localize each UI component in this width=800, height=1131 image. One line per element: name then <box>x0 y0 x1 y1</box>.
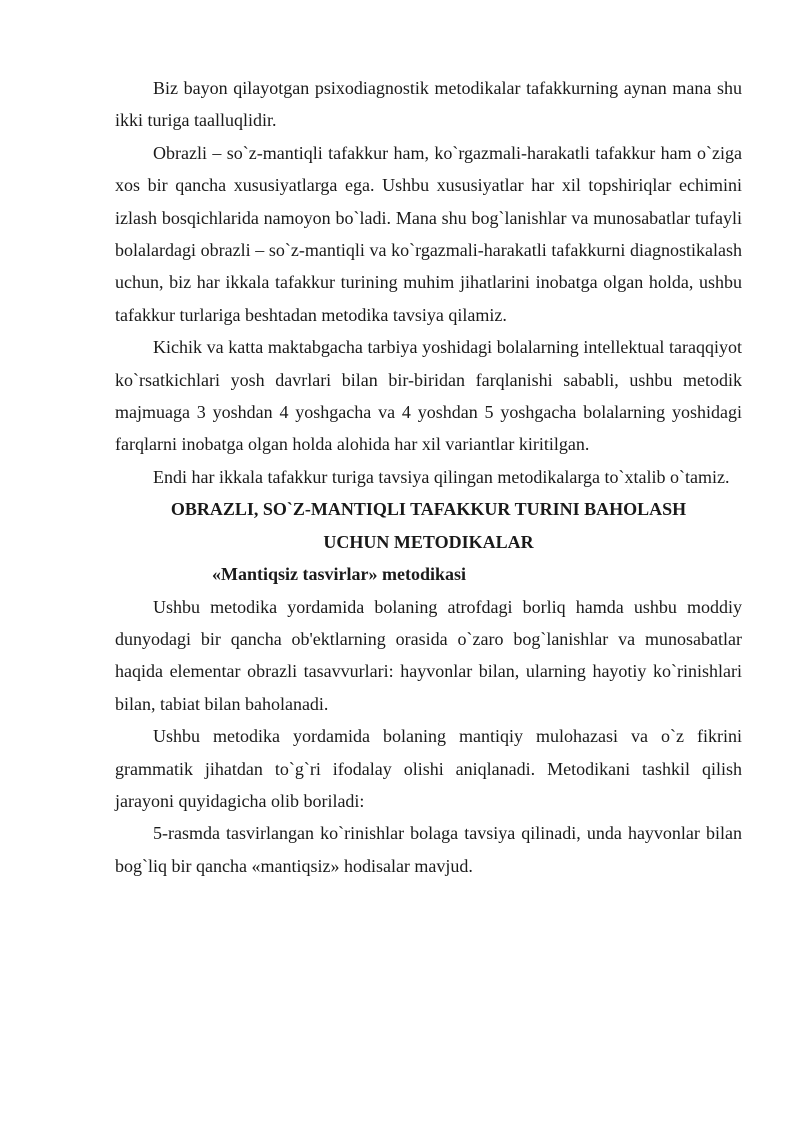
paragraph: Obrazli – so`z-mantiqli tafakkur ham, ko`rgazmali-harakatli tafakkur ham o`ziga xos bir qancha xususiyatlarga ega. Ushbu xususiyatlar har xil topshiriqlar echimini izlash bosqichlarida namoyon bo`ladi. Mana shu bog`lanishlar va munosabatlar tufayli bolalardagi obrazli – so`z-mantiqli va ko`rgazmali-harakatli tafakkurni diagnostikalash uchun, biz har ikkala tafakkur turining muhim jihatlarini inobatga olgan holda, ushbu tafakkur turlariga beshtadan metodika tavsiya qilamiz. <box>115 142 742 325</box>
paragraph: Endi har ikkala tafakkur turiga tavsiya qilingan metodikalarga to`xtalib o`tamiz. <box>153 466 730 487</box>
section-heading-line: OBRAZLI, SO`Z-MANTIQLI TAFAKKUR TURINI BAHOLASH <box>170 499 687 520</box>
paragraph: Ushbu metodika yordamida bolaning atrofdagi borliq hamda ushbu moddiy dunyodagi bir qancha ob'ektlarning orasida o`zaro bog`lanishlar va munosabatlar haqida elementar obrazli tasavvurlari: hayvonlar bilan, ularning hayotiy ko`rinishlari bilan, tabiat bilan baholanadi. <box>115 596 742 714</box>
paragraph: Biz bayon qilayotgan psixodiagnostik metodikalar tafakkurning aynan mana shu ikki turiga taalluqlidir. <box>115 78 742 131</box>
section-heading <box>115 493 742 558</box>
section-heading-line: UCHUN METODIKALAR <box>323 531 534 552</box>
method-subheading: «Mantiqsiz tasvirlar» metodikasi <box>212 564 466 585</box>
paragraph: 5-rasmda tasvirlangan ko`rinishlar bolaga tavsiya qilinadi, unda hayvonlar bilan bog`liq bir qancha «mantiqsiz» hodisalar mavjud. <box>115 823 742 876</box>
paragraph: Ushbu metodika yordamida bolaning mantiqiy mulohazasi va o`z fikrini grammatik jihatdan to`g`ri ifodalay olishi aniqlanadi. Metodikani tashkil qilish jarayoni quyidagicha olib boriladi: <box>115 726 742 811</box>
paragraph: Kichik va katta maktabgacha tarbiya yoshidagi bolalarning intellektual taraqqiyot ko`rsatkichlari yosh davrlari bilan bir-biridan farqlanishi sababli, ushbu metodik majmuaga 3 yoshdan 4 yoshgacha va 4 yoshdan 5 yoshgacha bolalarning yoshidagi farqlarni inobatga olgan holda alohida har xil variantlar kiritilgan. <box>115 337 742 455</box>
document-page <box>115 72 742 882</box>
